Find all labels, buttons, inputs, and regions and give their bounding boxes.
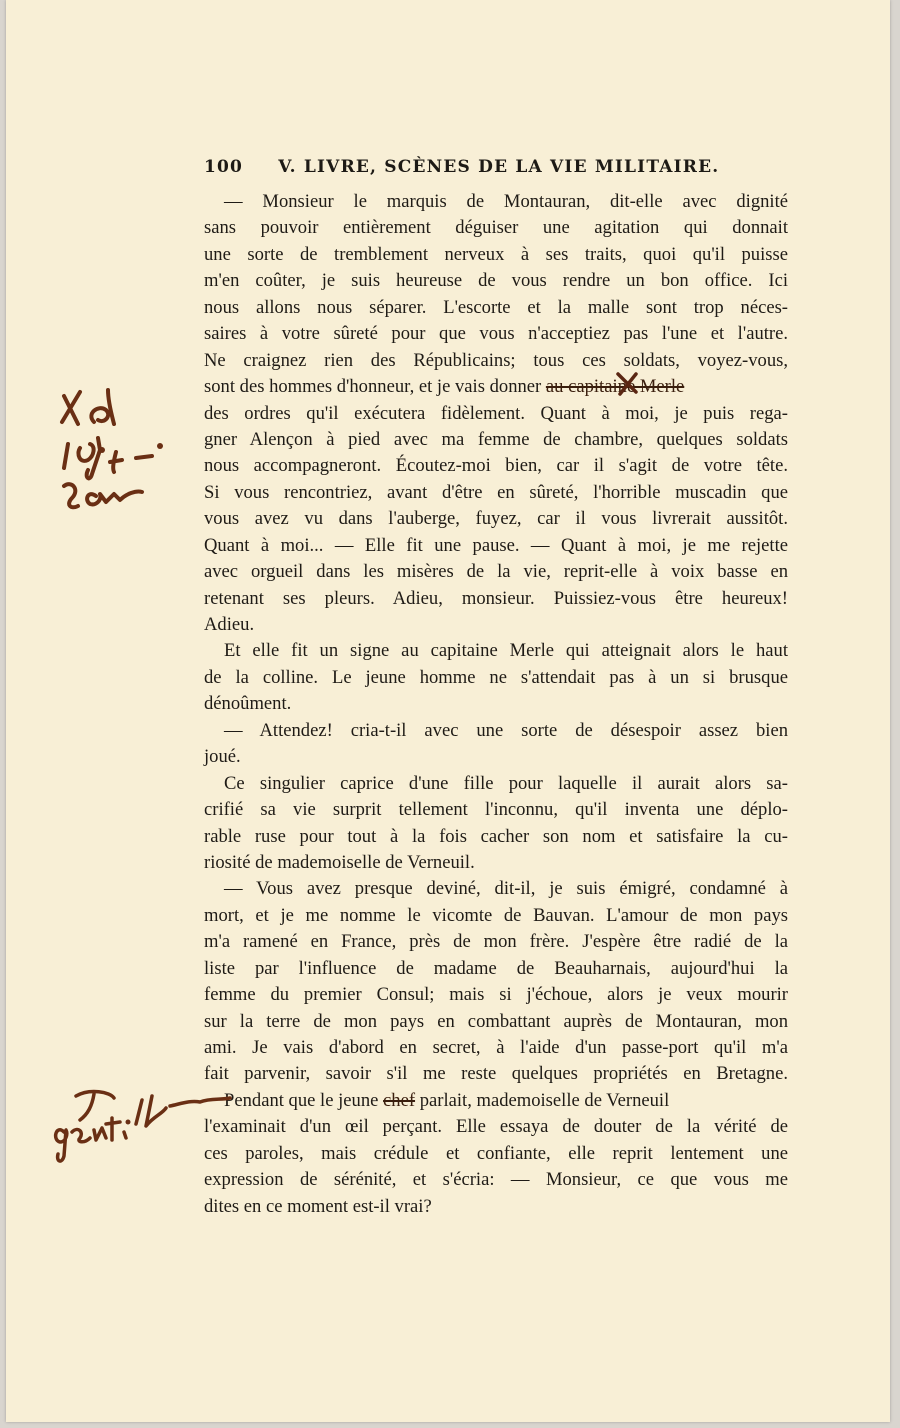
text-segment: parlait, mademoiselle de Verneuil bbox=[419, 1089, 670, 1111]
text-line: Ce singulier caprice d'une fille pour laquelle il aurait alors sa- bbox=[224, 772, 788, 794]
text-segment: Pendant que le jeune bbox=[224, 1089, 379, 1111]
text-line: avec orgueil dans les misères de la vie, reprit-elle à voix basse en bbox=[204, 561, 788, 583]
text-line: sur la terre de mon pays en combattant auprès de Montauran, mon bbox=[204, 1010, 788, 1032]
text-line: femme du premier Consul; mais si j'échoue, alors je veux mourir bbox=[204, 984, 788, 1006]
struck-words: chef bbox=[383, 1089, 416, 1111]
text-line: Quant à moi... — Elle fit une pause. — Quant à moi, je me rejette bbox=[204, 534, 788, 556]
struck-words: au capitaine Merle bbox=[545, 376, 685, 398]
text-line: rable ruse pour tout à la fois cacher son nom et satisfaire la cu- bbox=[204, 825, 788, 847]
body-text bbox=[204, 189, 788, 1220]
text-line: Et elle fit un signe au capitaine Merle qui atteignait alors le haut bbox=[224, 640, 788, 662]
text-line: une sorte de tremblement nerveux à ses traits, quoi qu'il puisse bbox=[204, 243, 788, 265]
text-line: nous allons nous séparer. L'escorte et la malle sont trop néces- bbox=[204, 296, 788, 318]
text-line-with-strikeout bbox=[204, 1088, 788, 1114]
text-line: nous accompagneront. Écoutez-moi bien, car il s'agit de votre tête. bbox=[204, 455, 788, 477]
text-line: liste par l'influence de madame de Beauharnais, aujourd'hui la bbox=[204, 957, 788, 979]
text-line: saires à votre sûreté pour que vous n'acceptiez pas l'une et l'autre. bbox=[204, 323, 788, 345]
text-line: riosité de mademoiselle de Verneuil. bbox=[204, 851, 475, 873]
running-title: V. LIVRE, SCÈNES DE LA VIE MILITAIRE. bbox=[278, 157, 720, 177]
text-line: gner Alençon à pied avec ma femme de chambre, quelques soldats bbox=[204, 428, 788, 450]
handwritten-margin-note bbox=[50, 1084, 240, 1174]
text-line: ami. Je vais d'abord en secret, à l'aide d'un passe-port qu'il m'a bbox=[204, 1037, 788, 1058]
text-line: expression de sérénité, et s'écria: — Monsieur, ce que vous me bbox=[204, 1169, 788, 1191]
insertion-mark bbox=[614, 370, 644, 398]
text-line: l'examinait d'un œil perçant. Elle essaya de douter de la vérité de bbox=[204, 1116, 788, 1138]
text-line: dites en ce moment est-il vrai? bbox=[204, 1195, 432, 1217]
text-line: — Monsieur le marquis de Montauran, dit-elle avec dignité bbox=[224, 191, 788, 212]
book-page bbox=[6, 0, 890, 1422]
text-line: m'a ramené en France, près de mon frère. J'espère être radié de la bbox=[204, 931, 788, 953]
text-line: ces paroles, mais crédule et confiante, elle reprit lentement une bbox=[204, 1142, 788, 1164]
text-line: — Attendez! cria-t-il avec une sorte de désespoir assez bien bbox=[224, 719, 788, 741]
text-line: Si vous rencontriez, avant d'être en sûreté, l'horrible muscadin que bbox=[204, 481, 788, 503]
page-number: 100 bbox=[204, 157, 244, 177]
text-line: Adieu. bbox=[204, 614, 255, 635]
text-line: crifié sa vie surprit tellement l'inconnu, qu'il inventa une déplo- bbox=[204, 799, 788, 821]
text-line: des ordres qu'il exécutera fidèlement. Quant à moi, je puis rega- bbox=[204, 402, 788, 424]
text-line: retenant ses pleurs. Adieu, monsieur. Puissiez-vous être heureux! bbox=[204, 587, 788, 609]
handwritten-margin-note bbox=[56, 378, 176, 518]
text-segment: sont des hommes d'honneur, et je vais donner bbox=[204, 376, 542, 398]
text-line: m'en coûter, je suis heureuse de vous rendre un bon office. Ici bbox=[204, 270, 788, 292]
text-line: fait parvenir, savoir s'il me reste quelques propriétés en Bretagne. bbox=[204, 1063, 788, 1085]
text-line-with-strikeout bbox=[204, 374, 788, 400]
running-header bbox=[204, 157, 804, 177]
text-line: mort, et je me nomme le vicomte de Bauvan. L'amour de mon pays bbox=[204, 904, 788, 926]
text-line: Ne craignez rien des Républicains; tous ces soldats, voyez-vous, bbox=[204, 349, 788, 371]
text-line: dénoûment. bbox=[204, 693, 292, 715]
text-line: — Vous avez presque deviné, dit-il, je suis émigré, condamné à bbox=[224, 878, 788, 900]
text-line: vous avez vu dans l'auberge, fuyez, car il vous livrerait aussitôt. bbox=[204, 508, 788, 530]
text-line: de la colline. Le jeune homme ne s'attendait pas à un si brusque bbox=[204, 666, 788, 688]
text-line: joué. bbox=[204, 746, 241, 768]
text-line: sans pouvoir entièrement déguiser une agitation qui donnait bbox=[204, 217, 788, 239]
